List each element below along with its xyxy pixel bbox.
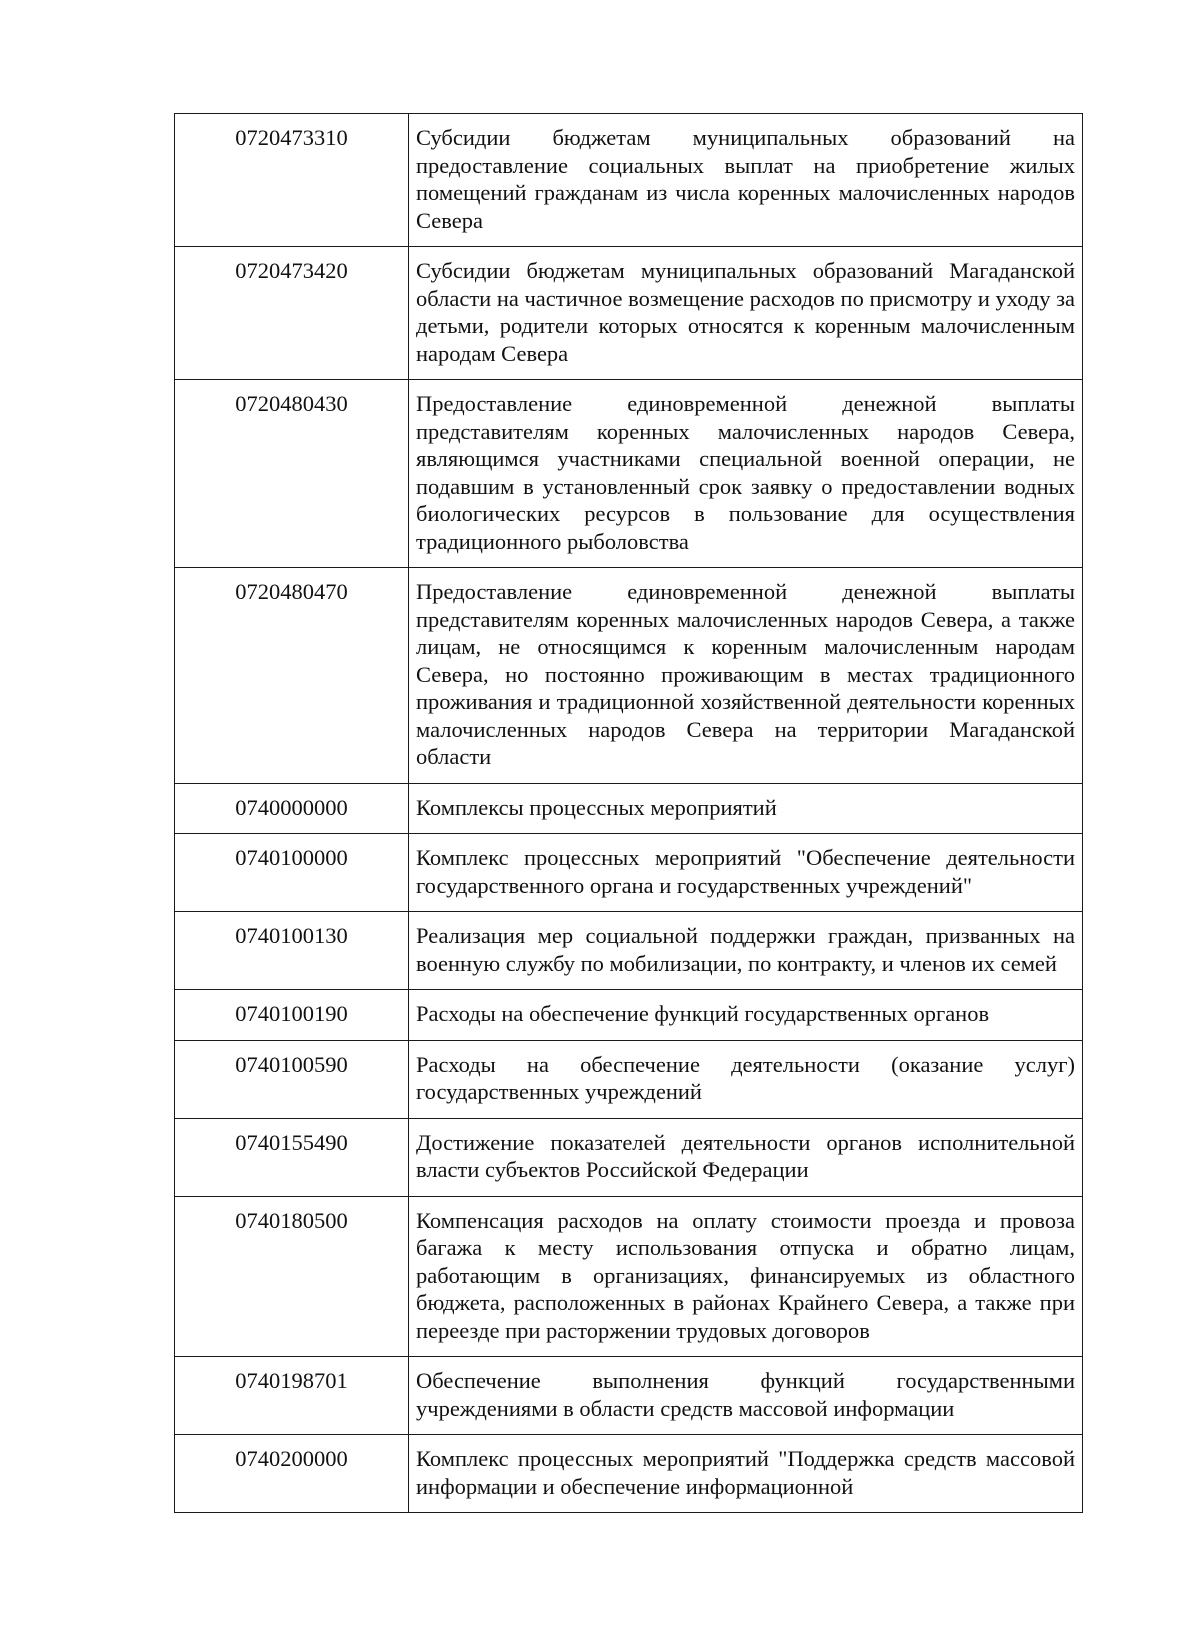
row-description: Обеспечение выполнения функций государственными учреждениями в области средств массовой информации bbox=[409, 1357, 1083, 1435]
table-row bbox=[175, 783, 1083, 834]
table-body bbox=[175, 114, 1083, 1513]
row-code: 0720480430 bbox=[175, 380, 409, 568]
table-row bbox=[175, 990, 1083, 1041]
row-description: Комплексы процессных мероприятий bbox=[409, 783, 1083, 834]
row-description: Предоставление единовременной денежной выплаты представителям коренных малочисленных народов Севера, а также лицам, не относящимся к коренным малочисленным народам Севера, но постоянно проживающим в местах традиционного проживания и традиционной хозяйственной деятельности коренных малочисленных народов Севера на территории Магаданской области bbox=[409, 568, 1083, 784]
row-description: Достижение показателей деятельности органов исполнительной власти субъектов Российской Федерации bbox=[409, 1118, 1083, 1196]
table-row bbox=[175, 1040, 1083, 1118]
table-row bbox=[175, 380, 1083, 568]
table-row bbox=[175, 247, 1083, 380]
row-code: 0740100590 bbox=[175, 1040, 409, 1118]
row-description: Комплекс процессных мероприятий "Обеспечение деятельности государственного органа и государственных учреждений" bbox=[409, 834, 1083, 912]
row-description: Субсидии бюджетам муниципальных образований Магаданской области на частичное возмещение расходов по присмотру и уходу за детьми, родители которых относятся к коренным малочисленным народам Севера bbox=[409, 247, 1083, 380]
row-description: Предоставление единовременной денежной выплаты представителям коренных малочисленных народов Севера, являющимся участниками специальной военной операции, не подавшим в установленный срок заявку о предоставлении водных биологических ресурсов в пользование для осуществления традиционного рыболовства bbox=[409, 380, 1083, 568]
row-code: 0740198701 bbox=[175, 1357, 409, 1435]
table-row bbox=[175, 568, 1083, 784]
row-code: 0720473310 bbox=[175, 114, 409, 247]
row-code: 0740200000 bbox=[175, 1435, 409, 1513]
row-code: 0740000000 bbox=[175, 783, 409, 834]
table-row bbox=[175, 1118, 1083, 1196]
row-description: Комплекс процессных мероприятий "Поддержка средств массовой информации и обеспечение информационной bbox=[409, 1435, 1083, 1513]
table-row bbox=[175, 114, 1083, 247]
row-description: Реализация мер социальной поддержки граждан, призванных на военную службу по мобилизации, по контракту, и членов их семей bbox=[409, 912, 1083, 990]
table-row bbox=[175, 834, 1083, 912]
row-description: Компенсация расходов на оплату стоимости проезда и провоза багажа к месту использования отпуска и обратно лицам, работающим в организациях, финансируемых из областного бюджета, расположенных в районах Крайнего Севера, а также при переезде при расторжении трудовых договоров bbox=[409, 1196, 1083, 1357]
row-code: 0740155490 bbox=[175, 1118, 409, 1196]
budget-code-table bbox=[174, 113, 1083, 1513]
row-code: 0740100000 bbox=[175, 834, 409, 912]
row-code: 0740100130 bbox=[175, 912, 409, 990]
row-code: 0740180500 bbox=[175, 1196, 409, 1357]
row-code: 0720480470 bbox=[175, 568, 409, 784]
row-description: Расходы на обеспечение функций государственных органов bbox=[409, 990, 1083, 1041]
row-code: 0740100190 bbox=[175, 990, 409, 1041]
row-description: Расходы на обеспечение деятельности (оказание услуг) государственных учреждений bbox=[409, 1040, 1083, 1118]
row-code: 0720473420 bbox=[175, 247, 409, 380]
table-row bbox=[175, 912, 1083, 990]
row-description: Субсидии бюджетам муниципальных образований на предоставление социальных выплат на приобретение жилых помещений гражданам из числа коренных малочисленных народов Севера bbox=[409, 114, 1083, 247]
table-row bbox=[175, 1357, 1083, 1435]
table-row bbox=[175, 1435, 1083, 1513]
table-row bbox=[175, 1196, 1083, 1357]
